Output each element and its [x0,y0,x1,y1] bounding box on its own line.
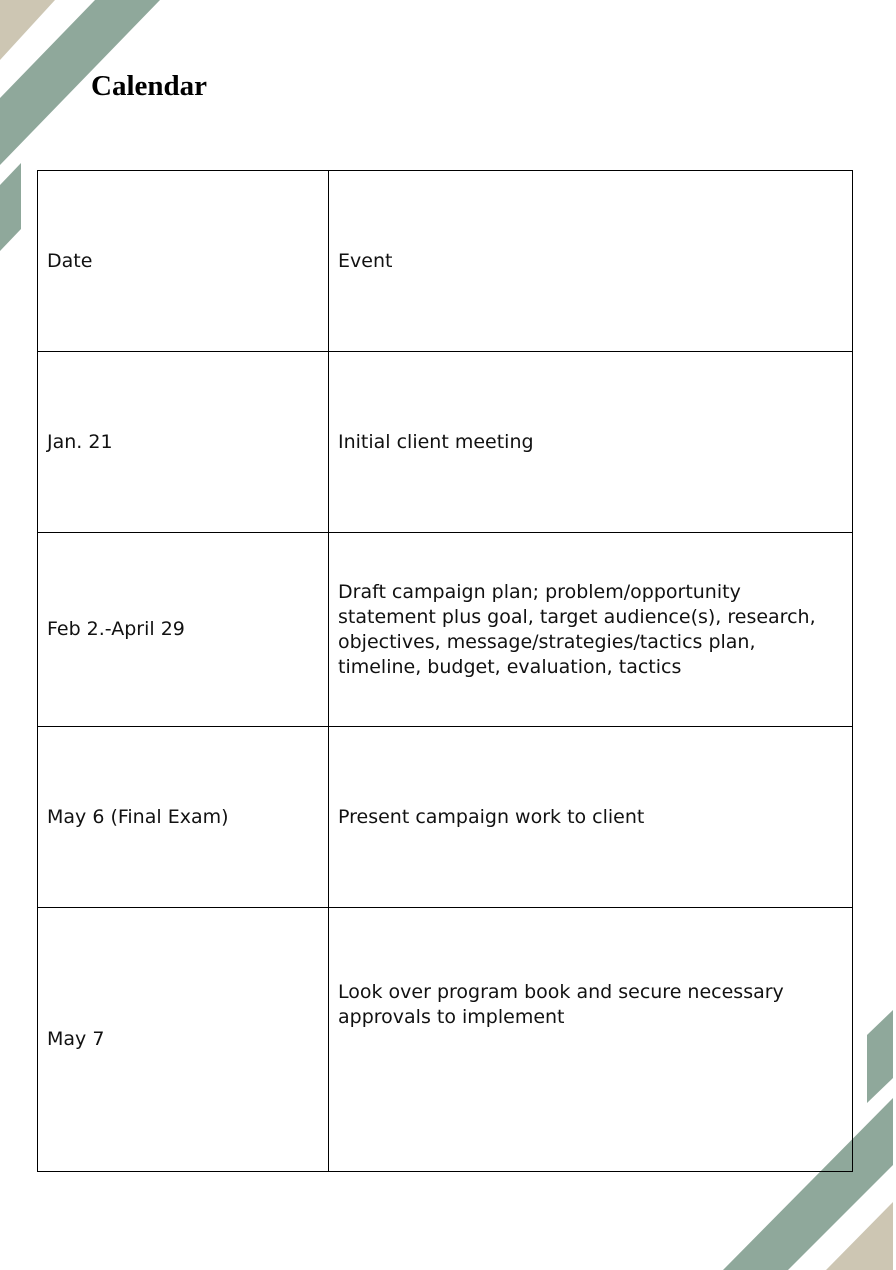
table-header-row [38,171,853,352]
date-cell: Jan. 21 [38,352,329,533]
right-edge-green-stripe [867,1010,893,1103]
event-cell: Initial client meeting [329,352,853,533]
table-row [38,352,853,533]
header-event: Event [329,171,853,352]
date-cell: May 7 [38,908,329,1172]
event-cell: Look over program book and secure necessary approvals to implement [329,908,853,1172]
left-edge-green-stripe [0,163,21,251]
table-row [38,908,853,1172]
table-row [38,533,853,727]
date-cell: Feb 2.-April 29 [38,533,329,727]
date-cell: May 6 (Final Exam) [38,727,329,908]
header-date: Date [38,171,329,352]
event-cell: Present campaign work to client [329,727,853,908]
calendar-table [37,170,853,1172]
event-cell: Draft campaign plan; problem/opportunity statement plus goal, target audience(s), research, objectives, message/strategies/tactics plan, timeline, budget, evaluation, tactics [329,533,853,727]
table-row [38,727,853,908]
page-title: Calendar [91,70,207,102]
